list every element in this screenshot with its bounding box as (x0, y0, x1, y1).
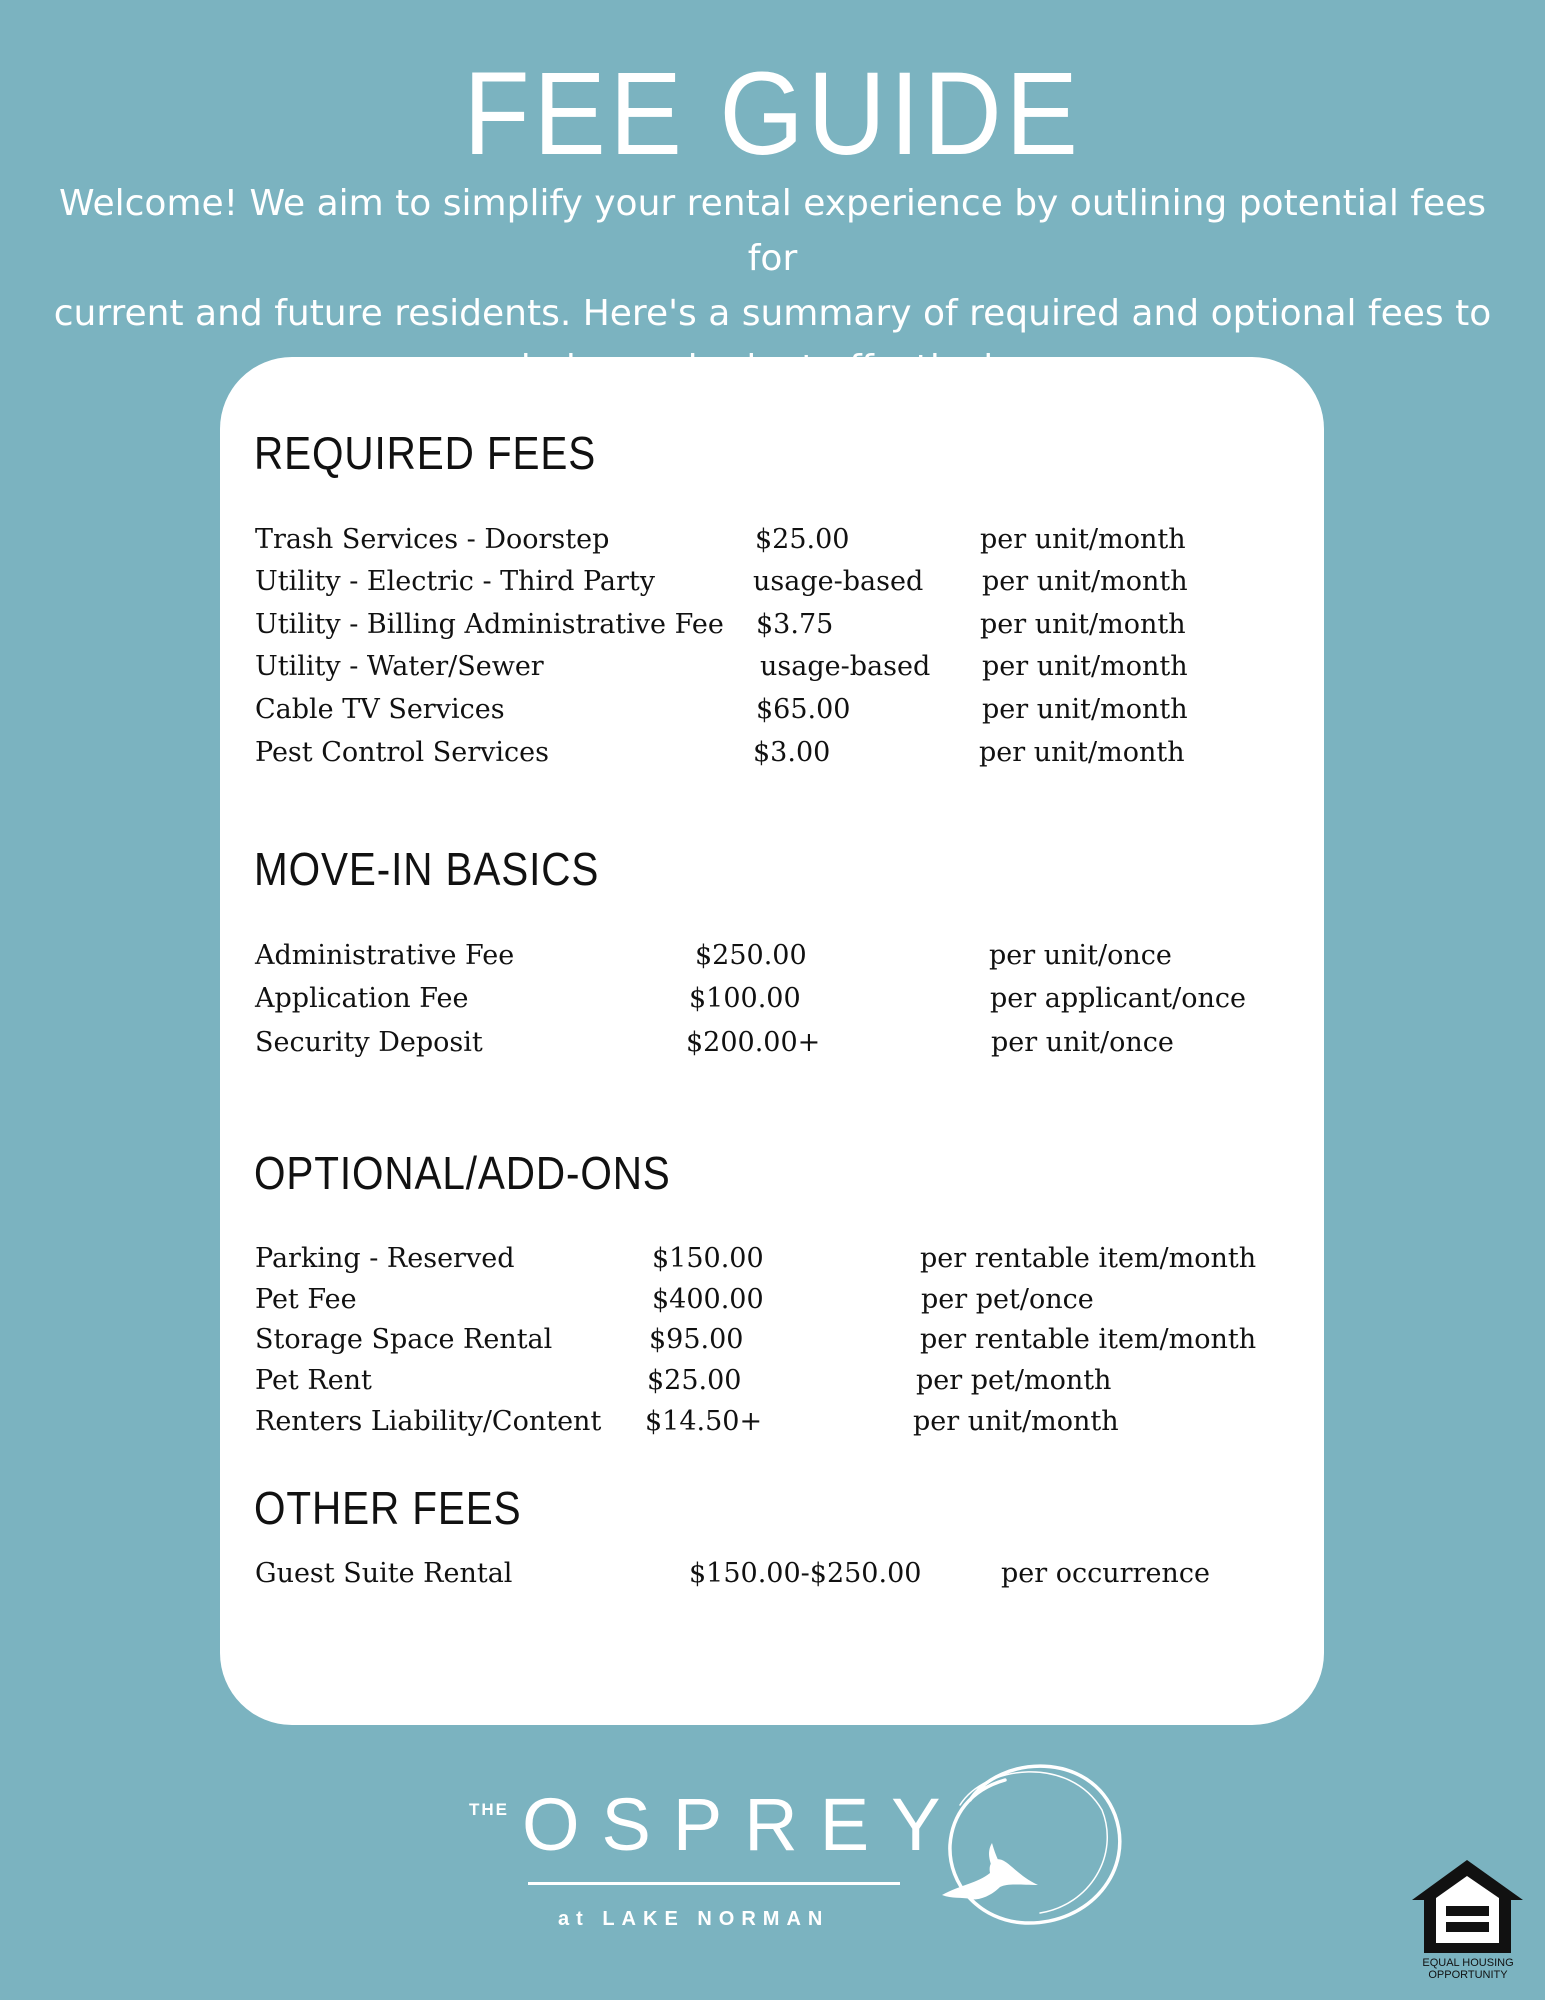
fee-name: Security Deposit (255, 1027, 483, 1058)
section-title-move-in: MOVE-IN BASICS (254, 843, 600, 895)
fee-row (220, 938, 1324, 974)
fee-amount: $150.00-$250.00 (689, 1558, 922, 1589)
fee-amount: $14.50+ (645, 1406, 763, 1437)
fee-amount: $400.00 (652, 1284, 764, 1315)
fee-amount: $3.00 (753, 737, 831, 768)
fee-unit: per unit/month (982, 694, 1188, 725)
fee-name: Storage Space Rental (255, 1324, 553, 1355)
fee-unit: per unit/month (979, 737, 1185, 768)
fee-unit: per unit/once (991, 1027, 1174, 1058)
fee-unit: per unit/month (982, 566, 1188, 597)
brand-the: THE (469, 1800, 509, 1819)
fee-name: Parking - Reserved (255, 1243, 515, 1274)
fee-unit: per applicant/once (990, 983, 1246, 1014)
osprey-circle-logo-icon (930, 1745, 1130, 1935)
fee-amount: usage-based (753, 566, 924, 597)
fee-name: Utility - Electric - Third Party (255, 566, 656, 597)
fee-card (220, 357, 1324, 1725)
fee-name: Utility - Water/Sewer (255, 651, 544, 682)
fee-unit: per unit/month (980, 609, 1186, 640)
fee-row (220, 981, 1324, 1017)
fee-row (220, 1241, 1324, 1277)
fee-amount: $95.00 (649, 1324, 744, 1355)
fee-unit: per rentable item/month (920, 1243, 1257, 1274)
fee-unit: per pet/once (921, 1284, 1094, 1315)
fee-unit: per unit/month (982, 651, 1188, 682)
brand-divider (528, 1882, 900, 1885)
page-title: FEE GUIDE (463, 48, 1082, 180)
fee-name: Application Fee (255, 983, 469, 1014)
fee-unit: per unit/month (913, 1406, 1119, 1437)
fee-name: Guest Suite Rental (255, 1558, 513, 1589)
brand-name: OSPREY (522, 1783, 963, 1866)
fee-row (220, 1282, 1324, 1318)
fee-unit: per occurrence (1001, 1558, 1210, 1589)
fee-row (220, 607, 1324, 643)
section-title-optional: OPTIONAL/ADD-ONS (254, 1147, 671, 1199)
equal-housing-line: EQUAL HOUSING (1422, 1957, 1514, 1969)
fee-row (220, 522, 1324, 558)
fee-unit: per unit/month (980, 524, 1186, 555)
fee-row (220, 1556, 1324, 1592)
equal-housing-line: OPPORTUNITY (1428, 1969, 1508, 1981)
fee-name: Cable TV Services (255, 694, 505, 725)
fee-row (220, 564, 1324, 600)
section-title-other: OTHER FEES (254, 1482, 522, 1534)
fee-amount: $100.00 (689, 983, 801, 1014)
fee-unit: per pet/month (916, 1365, 1112, 1396)
fee-name: Pet Rent (255, 1365, 372, 1396)
fee-unit: per unit/once (989, 940, 1172, 971)
intro-line: Welcome! We aim to simplify your rental experience by outlining potential fees for (58, 183, 1486, 279)
fee-name: Utility - Billing Administrative Fee (255, 609, 724, 640)
brand-subtitle: at LAKE NORMAN (558, 1908, 830, 1930)
fee-row (220, 1025, 1324, 1061)
fee-row (220, 692, 1324, 728)
fee-amount: $250.00 (695, 940, 807, 971)
fee-row (220, 1322, 1324, 1358)
fee-name: Trash Services - Doorstep (255, 524, 610, 555)
fee-amount: $150.00 (652, 1243, 764, 1274)
fee-name: Pest Control Services (255, 737, 549, 768)
fee-amount: $200.00+ (686, 1027, 821, 1058)
section-title-required: REQUIRED FEES (254, 427, 597, 479)
fee-row (220, 649, 1324, 685)
fee-amount: usage-based (760, 651, 931, 682)
fee-name: Administrative Fee (255, 940, 515, 971)
fee-amount: $25.00 (647, 1365, 742, 1396)
fee-row (220, 1363, 1324, 1399)
fee-amount: $3.75 (756, 609, 834, 640)
fee-amount: $65.00 (756, 694, 851, 725)
fee-row (220, 735, 1324, 771)
fee-name: Renters Liability/Content (255, 1406, 602, 1437)
fee-amount: $25.00 (755, 524, 850, 555)
fee-row (220, 1404, 1324, 1440)
fee-unit: per rentable item/month (920, 1324, 1257, 1355)
equal-housing-text (1413, 1957, 1523, 1981)
fee-name: Pet Fee (255, 1284, 357, 1315)
intro-line: current and future residents. Here's a summary of required and optional fees to (53, 293, 1492, 334)
